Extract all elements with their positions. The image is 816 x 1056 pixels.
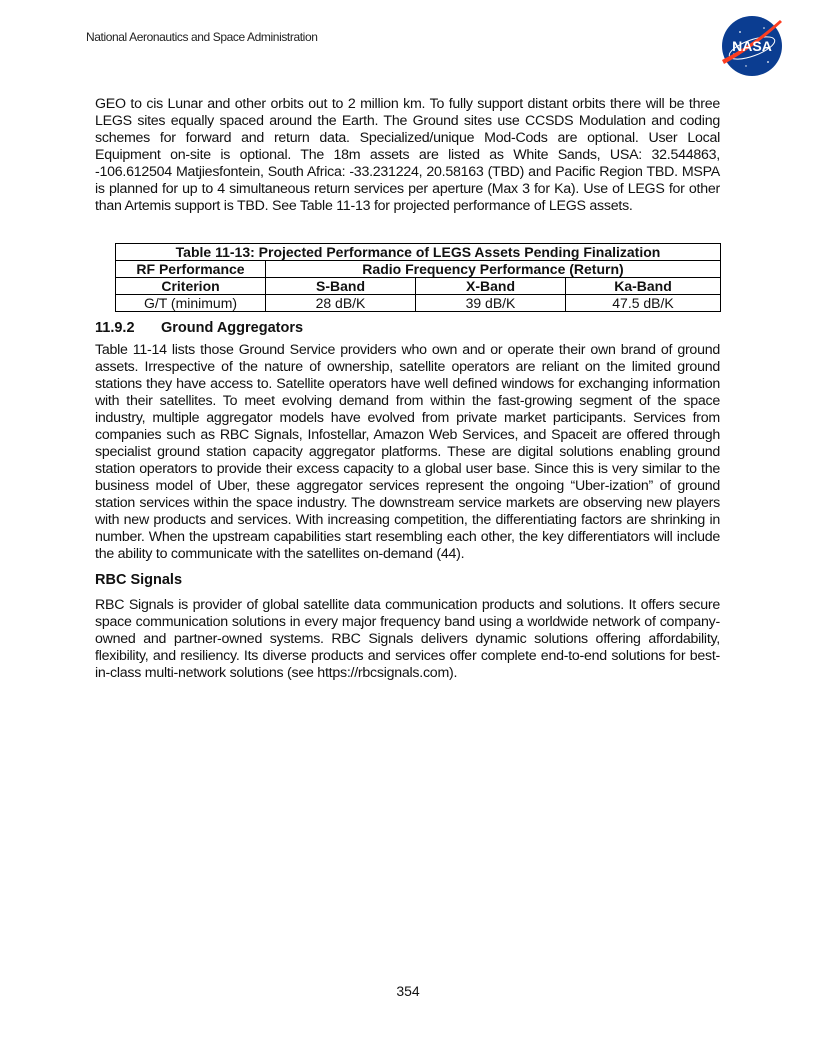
header-organization: National Aeronautics and Space Administration	[86, 30, 318, 44]
page-content	[95, 96, 720, 682]
section-number: 11.9.2	[95, 320, 135, 336]
nasa-meatball-icon	[720, 14, 784, 78]
subsection-heading: RBC Signals	[95, 572, 183, 588]
cell-s-band: 28 dB/K	[266, 295, 416, 312]
band-group-header: Radio Frequency Performance (Return)	[266, 261, 721, 278]
section-title: Ground Aggregators	[161, 320, 304, 336]
band-header-s: S-Band	[266, 278, 416, 295]
page-number: 354	[396, 983, 420, 999]
criterion-header-line-1: RF Performance	[136, 261, 245, 277]
legs-performance-table	[115, 243, 721, 312]
legs-paragraph: GEO to cis Lunar and other orbits out to 2 million km. To fully support distant orbits there will be three LEGS sites equally spaced around the Earth. The Ground sites use CCSDS Modulation and coding schemes for forward and return data. Specialized/unique Mod-Cods are optional. User Local Equipment on-site is optional. The 18m assets are listed as White Sands, USA: 32.544863, -106.612504 Matjiesfontein, South Africa: -33.231224, 20.58163 (TBD) and Pacific Region TBD. MSPA is planned for up to 4 simultaneous return services per aperture (Max 3 for Ka). Use of LEGS for other than Artemis support is TBD. See Table 11-13 for projected performance of LEGS assets.	[95, 96, 720, 214]
cell-ka-band: 47.5 dB/K	[566, 295, 721, 312]
section-heading	[95, 320, 720, 336]
rbc-paragraph: RBC Signals is provider of global satellite data communication products and solutions. It offers secure space communication solutions in every major frequency band using a worldwide network of company-owned and partner-owned systems. RBC Signals delivers dynamic solutions offering affordability, flexibility, and resiliency. Its diverse products and services offer complete end-to-end solutions for best-in-class multi-network solutions (see https://rbcsignals.com).	[95, 597, 720, 681]
band-header-x: X-Band	[416, 278, 566, 295]
band-header-ka: Ka-Band	[566, 278, 721, 295]
criterion-header-line-2: Criterion	[116, 278, 266, 295]
criterion-header	[116, 261, 266, 278]
row-criterion: G/T (minimum)	[116, 295, 266, 312]
table-row	[116, 295, 721, 312]
nasa-logo	[720, 14, 784, 78]
aggregators-paragraph: Table 11-14 lists those Ground Service providers who own and or operate their own brand of ground assets. Irrespective of the nature of ownership, satellite operators are reliant on the limited ground stations they have access to. Satellite operators have well defined windows for exchanging information with their satellites. To meet evolving demand from within the fast-growing segment of the space industry, multiple aggregator models have evolved from private market participants. Services from companies such as RBC Signals, Infostellar, Amazon Web Services, and Spaceit are offered through specialist ground station capacity aggregator platforms. These are digital solutions enabling ground station operators to provide their excess capacity to a global user base. Since this is very similar to the business model of Uber, these aggregator services represent the ongoing “Uber-ization” of ground station services within the space industry. The downstream service markets are observing new players with new products and services. With increasing competition, the differentiating factors are shrinking in number. When the upstream capabilities start resembling each other, the key differentiators will include the ability to communicate with the satellites on-demand (44).	[95, 342, 720, 562]
cell-x-band: 39 dB/K	[416, 295, 566, 312]
table-title: Table 11-13: Projected Performance of LEGS Assets Pending Finalization	[116, 244, 721, 261]
nasa-logo-text: NASA	[732, 38, 772, 54]
